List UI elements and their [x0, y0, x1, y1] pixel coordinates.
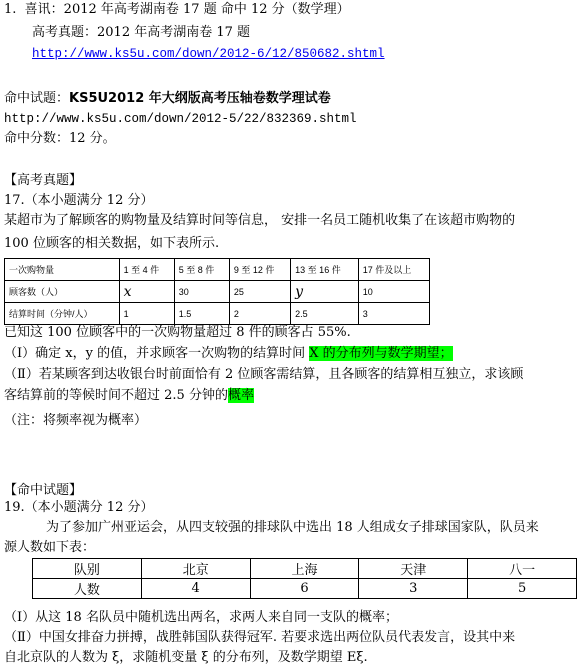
table-cell: 上海	[250, 559, 359, 579]
highlight-distribution: X 的分布列与数学期望；	[309, 346, 453, 361]
highlight-probability: 概率	[227, 388, 254, 403]
table-cell: 5 至 8 件	[174, 259, 229, 281]
table-cell: 2	[229, 303, 290, 325]
table-cell: 4	[141, 579, 250, 599]
hit-label: 命中试题：	[4, 91, 70, 106]
item-number: 1.	[4, 2, 17, 17]
exam-heading: 【高考真题】	[4, 173, 83, 188]
exam-part-2-line-1: （Ⅱ）若某顾客到达收银台时前面恰有 2 位顾客需结算，且各顾客的结算相互独立，求该顾	[4, 367, 524, 382]
hit-score: 命中分数：12 分。	[4, 131, 116, 146]
exam-paragraph-2: 100 位顾客的相关数据，如下表所示.	[4, 236, 220, 251]
gaokao-source-label: 高考真题：2012 年高考湖南卷 17 题	[32, 25, 251, 40]
shopping-data-table	[4, 258, 430, 325]
table-cell: 北京	[141, 559, 250, 579]
mock-heading: 【命中试题】	[4, 483, 83, 498]
table-cell: x	[119, 281, 174, 303]
headline-text: 喜讯：2012 年高考湖南卷 17 题 命中 12 分（数学理）	[24, 2, 350, 17]
table-cell: 6	[250, 579, 359, 599]
part-2-text: 客结算前的等候时间不超过 2.5 分钟的	[4, 388, 228, 403]
exam-paragraph-3: 已知这 100 位顾客中的一次购物量超过 8 件的顾客占 55%.	[4, 325, 351, 340]
table-cell: 3	[358, 303, 429, 325]
mock-question-number: 19.（本小题满分 12 分）	[4, 500, 154, 515]
table-cell: y	[291, 281, 359, 303]
table-cell: 队别	[33, 559, 142, 579]
table-cell: 一次购物量	[5, 259, 120, 281]
table-cell: 1.5	[174, 303, 229, 325]
mock-part-2-line-2: 自北京队的人数为 ξ，求随机变量 ξ 的分布列，及数学期望 Eξ.	[4, 650, 368, 665]
source-link-1-anchor[interactable]: http://www.ks5u.com/down/2012-6/12/850682.shtml	[32, 47, 385, 61]
table-cell: 30	[174, 281, 229, 303]
table-row	[5, 281, 430, 303]
exam-part-2-line-2	[4, 388, 254, 404]
mock-part-1: （Ⅰ）从这 18 名队员中随机选出两名，求两人来自同一支队的概率；	[4, 610, 398, 625]
exam-question-number: 17.（本小题满分 12 分）	[4, 193, 154, 208]
mock-paragraph-2: 源人数如下表：	[4, 540, 96, 555]
table-cell: 3	[359, 579, 468, 599]
table-cell: 结算时间（分钟/人）	[5, 303, 120, 325]
source-link-1[interactable]	[32, 46, 385, 62]
table-header-row	[5, 259, 430, 281]
table-cell: 2.5	[291, 303, 359, 325]
table-cell: 9 至 12 件	[229, 259, 290, 281]
table-cell: 10	[358, 281, 429, 303]
table-cell: 八一	[468, 559, 577, 579]
hit-paper-line	[4, 91, 331, 107]
mock-part-2-line-1: （Ⅱ）中国女排奋力拼搏，战胜韩国队获得冠军. 若要求选出两位队员代表发言，设其中来	[4, 630, 516, 645]
hit-paper-title: KS5U2012 年大纲版高考压轴卷数学理试卷	[69, 91, 331, 106]
table-cell: 5	[468, 579, 577, 599]
mock-paragraph-1: 为了参加广州亚运会，从四支较强的排球队中选出 18 人组成女子排球国家队，队员来	[46, 520, 539, 535]
table-cell: 顾客数（人）	[5, 281, 120, 303]
part-1-text: （Ⅰ）确定 x，y 的值，并求顾客一次购物的结算时间	[4, 346, 310, 361]
table-cell: 17 件及以上	[358, 259, 429, 281]
news-headline	[4, 2, 350, 18]
table-cell: 1	[119, 303, 174, 325]
table-cell: 13 至 16 件	[291, 259, 359, 281]
table-cell: 25	[229, 281, 290, 303]
exam-part-1	[4, 346, 453, 362]
table-row	[5, 303, 430, 325]
exam-note: （注：将频率视为概率）	[4, 413, 148, 428]
table-cell: 天津	[359, 559, 468, 579]
table-cell: 1 至 4 件	[119, 259, 174, 281]
table-header-row	[33, 559, 577, 579]
team-table	[32, 558, 577, 599]
exam-paragraph-1: 某超市为了解顾客的购物量及结算时间等信息， 安排一名员工随机收集了在该超市购物的	[4, 213, 516, 228]
table-cell: 人数	[33, 579, 142, 599]
table-row	[33, 579, 577, 599]
hit-paper-url: http://www.ks5u.com/down/2012-5/22/832369.shtml	[4, 112, 357, 126]
